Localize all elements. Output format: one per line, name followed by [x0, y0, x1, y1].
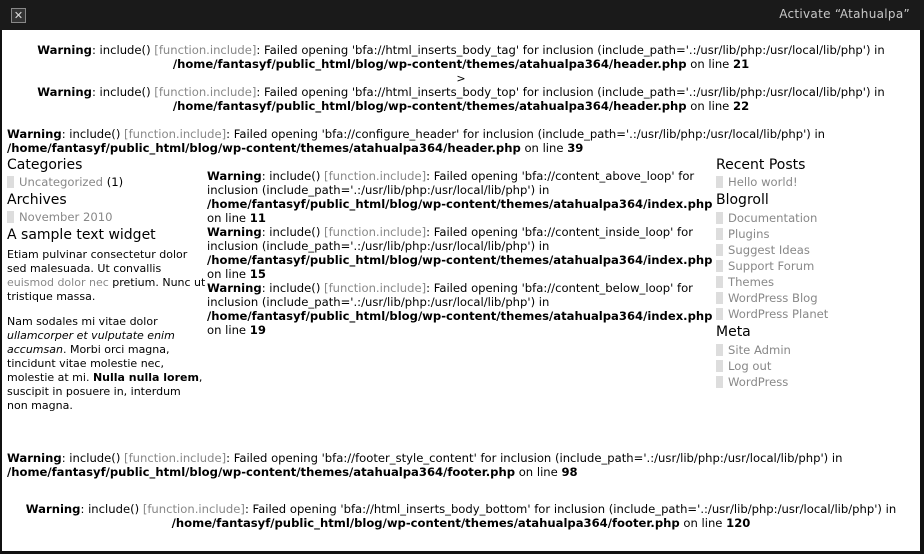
warning-line: 21: [733, 57, 750, 71]
warning-message: : Failed opening 'bfa://html_inserts_body_tag' for inclusion (include_path='.:/usr/lib/php:/usr/local/lib/php') in: [256, 43, 885, 57]
archives-title: Archives: [7, 192, 67, 208]
warning-path: /home/fantasyf/public_html/blog/wp-content/themes/atahualpa364/header.php: [172, 57, 687, 71]
warning-path: /home/fantasyf/public_html/blog/wp-content/themes/atahualpa364/footer.php: [171, 516, 680, 530]
php-warning: Warning: include() [function.include]: Failed opening 'bfa://html_inserts_body_top' for inclusion (include_path='.:/usr/lib/php:/usr/local/lib/php') in /home/fantasyf/public_html/blog/wp-content/themes/atahualpa364/header.php on line 22: [37, 85, 885, 113]
warning-line: 22: [733, 99, 750, 113]
text-widget-para-2: Nam sodales mi vitae dolor ullamcorper et vulputate enim accumsan. Morbi orci magna, tincidunt vitae molestie nec, molestie at mi. Nulla nulla lorem, suscipit in posuere in, interdum non magna.: [7, 315, 203, 412]
function-include-link[interactable]: [function.include]: [154, 43, 257, 57]
meta-title: Meta: [716, 324, 751, 340]
warning-path: /home/fantasyf/public_html/blog/wp-content/themes/atahualpa364/header.php: [7, 141, 521, 155]
warning-func: include(): [269, 281, 321, 295]
close-icon[interactable]: ✕: [11, 8, 26, 23]
warning-label: Warning: [7, 127, 62, 141]
text-widget-link[interactable]: euismod dolor nec: [7, 276, 109, 289]
warning-label: Warning: [37, 43, 92, 57]
text-widget-title: A sample text widget: [7, 227, 156, 243]
warning-line: 120: [726, 516, 751, 530]
function-include-link[interactable]: [function.include]: [324, 169, 427, 183]
warning-label: Warning: [207, 169, 262, 183]
blogroll-link-wordpress-planet[interactable]: WordPress Planet: [716, 307, 828, 321]
warning-line: 98: [561, 465, 578, 479]
warning-message: : Failed opening 'bfa://footer_style_content' for inclusion (include_path='.:/usr/lib/php:/usr/local/lib/php') in: [226, 451, 843, 465]
warning-func: include(): [269, 225, 321, 239]
php-warning: Warning: include() [function.include]: Failed opening 'bfa://html_inserts_body_tag' for inclusion (include_path='.:/usr/lib/php:/usr/local/lib/php') in /home/fantasyf/public_html/blog/wp-content/themes/atahualpa364/header.php on line 21: [37, 43, 885, 71]
warning-func: include(): [99, 85, 151, 99]
warning-message: : Failed opening 'bfa://content_above_loop' for inclusion (include_path='.:/usr/lib/php:/usr/local/lib/php') in: [207, 169, 695, 197]
warning-line: 15: [249, 267, 266, 281]
warning-func: include(): [69, 451, 121, 465]
blogroll-link-wordpress-blog[interactable]: WordPress Blog: [716, 291, 818, 305]
function-include-link[interactable]: [function.include]: [124, 127, 227, 141]
category-link[interactable]: Uncategorized: [7, 175, 103, 189]
meta-link-wordpress[interactable]: WordPress: [716, 375, 788, 389]
left-sidebar: [7, 157, 207, 413]
meta-list: [716, 342, 916, 390]
text-widget-para-1: Etiam pulvinar consectetur dolor sed malesuada. Ut convallis euismod dolor nec pretium. Nunc ut tristique massa.: [7, 248, 206, 303]
php-warning: Warning: include() [function.include]: Failed opening 'bfa://content_inside_loop' for inclusion (include_path='.:/usr/lib/php:/usr/local/lib/php') in /home/fantasyf/public_html/blog/wp-content/themes/atahualpa364/index.php on line 15: [207, 225, 713, 281]
warning-func: include(): [88, 502, 140, 516]
warning-path: /home/fantasyf/public_html/blog/wp-content/themes/atahualpa364/index.php: [207, 309, 713, 323]
warning-message: : Failed opening 'bfa://html_inserts_body_top' for inclusion (include_path='.:/usr/lib/php:/usr/local/lib/php') in: [256, 85, 885, 99]
category-item: [7, 175, 207, 189]
function-include-link[interactable]: [function.include]: [142, 502, 245, 516]
warning-online: on line: [207, 211, 247, 225]
function-include-link[interactable]: [function.include]: [324, 225, 427, 239]
warning-label: Warning: [207, 281, 262, 295]
blogroll-list: [716, 210, 916, 322]
php-warning: Warning: include() [function.include]: Failed opening 'bfa://footer_style_content' for inclusion (include_path='.:/usr/lib/php:/usr/local/lib/php') in /home/fantasyf/public_html/blog/wp-content/themes/atahualpa364/footer.php on line 98: [7, 451, 843, 479]
php-warning: Warning: include() [function.include]: Failed opening 'bfa://html_inserts_body_bottom' for inclusion (include_path='.:/usr/lib/php:/usr/local/lib/php') in /home/fantasyf/public_html/blog/wp-content/themes/atahualpa364/footer.php on line 120: [25, 502, 897, 530]
warning-online: on line: [690, 57, 730, 71]
title-bar: [0, 0, 924, 30]
warning-online: on line: [524, 141, 564, 155]
warning-line: 19: [249, 323, 266, 337]
recent-posts-title: Recent Posts: [716, 157, 806, 173]
blogroll-link-themes[interactable]: Themes: [716, 275, 774, 289]
function-include-link[interactable]: [function.include]: [154, 85, 257, 99]
php-warning: Warning: include() [function.include]: Failed opening 'bfa://content_above_loop' for inclusion (include_path='.:/usr/lib/php:/usr/local/lib/php') in /home/fantasyf/public_html/blog/wp-content/themes/atahualpa364/index.php on line 11: [207, 169, 713, 225]
warning-message: : Failed opening 'bfa://configure_header' for inclusion (include_path='.:/usr/lib/php:/usr/local/lib/php') in: [226, 127, 826, 141]
recent-post-link[interactable]: Hello world!: [716, 175, 798, 189]
warning-label: Warning: [7, 451, 62, 465]
warning-online: on line: [683, 516, 723, 530]
function-include-link[interactable]: [function.include]: [324, 281, 427, 295]
window-title: Activate “Atahualpa”: [779, 7, 910, 21]
function-include-link[interactable]: [function.include]: [124, 451, 227, 465]
separator: >: [456, 72, 466, 85]
warning-path: /home/fantasyf/public_html/blog/wp-content/themes/atahualpa364/header.php: [172, 99, 687, 113]
meta-link-log-out[interactable]: Log out: [716, 359, 771, 373]
archive-link[interactable]: November 2010: [7, 210, 113, 224]
warning-func: include(): [99, 43, 151, 57]
warning-func: include(): [269, 169, 321, 183]
blogroll-link-suggest-ideas[interactable]: Suggest Ideas: [716, 243, 810, 257]
warning-online: on line: [518, 465, 558, 479]
warning-online: on line: [207, 267, 247, 281]
blogroll-link-plugins[interactable]: Plugins: [716, 227, 770, 241]
blogroll-link-support-forum[interactable]: Support Forum: [716, 259, 814, 273]
blogroll-link-documentation[interactable]: Documentation: [716, 211, 817, 225]
meta-link-site-admin[interactable]: Site Admin: [716, 343, 791, 357]
warning-path: /home/fantasyf/public_html/blog/wp-content/themes/atahualpa364/index.php: [207, 253, 713, 267]
warning-path: /home/fantasyf/public_html/blog/wp-content/themes/atahualpa364/index.php: [207, 197, 713, 211]
php-warning: Warning: include() [function.include]: Failed opening 'bfa://content_below_loop' for inclusion (include_path='.:/usr/lib/php:/usr/local/lib/php') in /home/fantasyf/public_html/blog/wp-content/themes/atahualpa364/index.php on line 19: [207, 281, 713, 337]
warning-online: on line: [690, 99, 730, 113]
blogroll-title: Blogroll: [716, 192, 769, 208]
warning-message: : Failed opening 'bfa://html_inserts_body_bottom' for inclusion (include_path='.:/usr/lib/php:/usr/local/lib/php') in: [244, 502, 897, 516]
warning-line: 39: [567, 141, 584, 155]
preview-content: [2, 30, 920, 551]
category-count: (1): [106, 175, 124, 189]
php-warning: Warning: include() [function.include]: Failed opening 'bfa://configure_header' for inclusion (include_path='.:/usr/lib/php:/usr/local/lib/php') in /home/fantasyf/public_html/blog/wp-content/themes/atahualpa364/header.php on line 39: [7, 127, 826, 155]
warning-func: include(): [69, 127, 121, 141]
warning-online: on line: [207, 323, 247, 337]
warning-message: : Failed opening 'bfa://content_inside_loop' for inclusion (include_path='.:/usr/lib/php:/usr/local/lib/php') in: [207, 225, 693, 253]
right-sidebar: [716, 157, 916, 390]
warning-line: 11: [249, 211, 266, 225]
warning-label: Warning: [37, 85, 92, 99]
warning-message: : Failed opening 'bfa://content_below_loop' for inclusion (include_path='.:/usr/lib/php:/usr/local/lib/php') in: [207, 281, 693, 309]
warning-label: Warning: [25, 502, 81, 516]
categories-title: Categories: [7, 157, 83, 173]
warning-path: /home/fantasyf/public_html/blog/wp-content/themes/atahualpa364/footer.php: [7, 465, 516, 479]
warning-label: Warning: [207, 225, 262, 239]
